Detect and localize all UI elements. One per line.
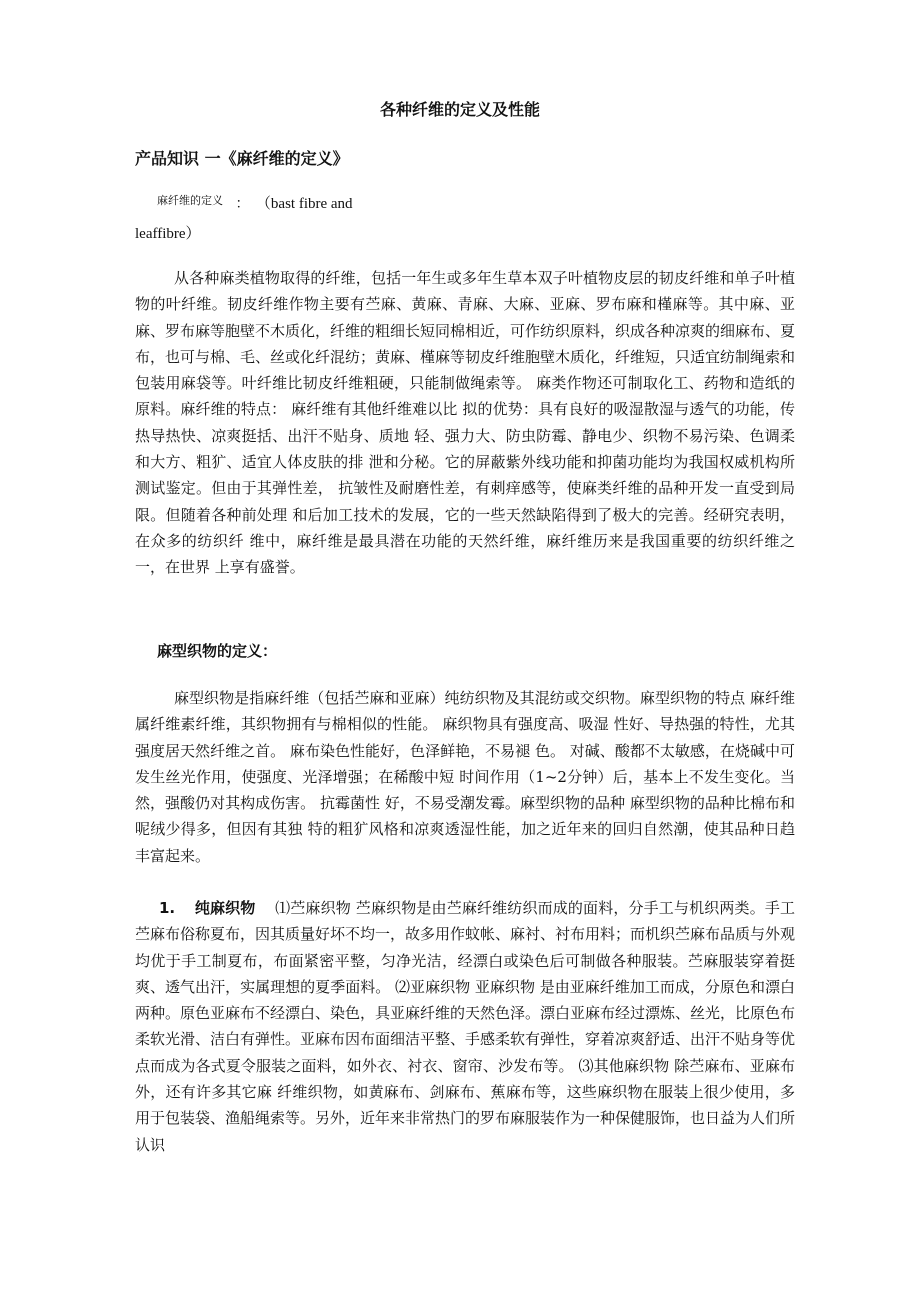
item-number: 1. — [159, 899, 176, 917]
definition-colon: ： — [235, 196, 250, 212]
definition-label: 麻纤维的定义 — [157, 194, 223, 207]
paragraph-hemp-fabric: 麻型织物是指麻纤维（包括苎麻和亚麻）纯纺织物及其混纺或交织物。麻型织物的特点 麻纤维属纤维素纤维，其织物拥有与棉相似的性能。 麻织物具有强度高、吸湿 性好、导热强的特性，尤其强度居天然纤维之首。 麻布染色性能好，色泽鲜艳，不易褪 色。 对碱、酸都不太敏感，在烧碱中可发生丝光作用，使强度、光泽增强；在稀酸中短 时间作用（1~2分钟）后，基本上不发生变化。当然，强酸仍对其构成伤害。 抗霉菌性 好，不易受潮发霉。麻型织物的品种 麻型织物的品种比棉布和呢绒少得多，但因有其独 特的粗犷风格和凉爽透湿性能，加之近年来的回归自然潮，使其品种日趋丰富起来。 — [135, 689, 795, 865]
paragraph-hemp-fiber: 从各种麻类植物取得的纤维，包括一年生或多年生草本双子叶植物皮层的韧皮纤维和单子叶植物的叶纤维。韧皮纤维作物主要有苎麻、黄麻、青麻、大麻、亚麻、罗布麻和槿麻等。其中麻、亚麻、罗布麻等胞壁不木质化，纤维的粗细长短同棉相近，可作纺织原料，织成各种凉爽的细麻布、夏布，也可与棉、毛、丝或化纤混纺；黄麻、槿麻等韧皮纤维胞壁木质化，纤维短，只适宜纺制绳索和包装用麻袋等。叶纤维比韧皮纤维粗硬，只能制做绳索等。 麻类作物还可制取化工、药物和造纸的原料。麻纤维的特点： 麻纤维有其他纤维难以比 拟的优势：具有良好的吸湿散湿与透气的功能，传热导热快、凉爽挺括、出汗不贴身、质地 轻、强力大、防虫防霉、静电少、织物不易污染、色调柔和大方、粗犷、适宜人体皮肤的排 泄和分秘。它的屏蔽紫外线功能和抑菌功能均为我国权威机构所测试鉴定。但由于其弹性差， 抗皱性及耐磨性差，有刺痒感等，使麻类纤维的品种开发一直受到局限。但随着各种前处理 和后加工技术的发展，它的一些天然缺陷得到了极大的完善。经研究表明，在众多的纺织纤 维中，麻纤维是最具潜在功能的天然纤维，麻纤维历来是我国重要的纺织纤维之一，在世界 上享有盛誉。 — [135, 269, 795, 577]
section-heading: 产品知识 一《麻纤维的定义》 — [135, 149, 349, 168]
item-text: ⑴苎麻织物 苎麻织物是由苎麻纤维纺织而成的面料，分手工与机织两类。手工苎麻布俗称夏布，因其质量好坏不均一，故多用作蚊帐、麻衬、衬布用料；而机织苎麻布品质与外观均优于手工制夏布，布面紧密平整，匀净光洁，经漂白或染色后可制做各种服装。苎麻服装穿着挺爽、透气出汗，实属理想的夏季面料。 ⑵亚麻织物 亚麻织物 是由亚麻纤维加工而成，分原色和漂白两种。原色亚麻布不经漂白、染色，具亚麻纤维的天然色泽。漂白亚麻布经过漂炼、丝光，比原色布柔软光滑、洁白有弹性。亚麻布因布面细洁平整、手感柔软有弹性，穿着凉爽舒适、出汗不贴身等优点而成为各式夏令服装之面料，如外衣、衬衣、窗帘、沙发布等。 ⑶其他麻织物 除苎麻布、亚麻布外，还有许多其它麻 纤维织物，如黄麻布、剑麻布、蕉麻布等，这些麻织物在服装上很少使用，多用于包装袋、渔船绳索等。另外，近年来非常热门的罗布麻服装作为一种保健服饰，也日益为人们所认识 — [135, 899, 795, 1154]
paragraph-pure-hemp — [135, 895, 795, 1165]
document-title: 各种纤维的定义及性能 — [379, 100, 540, 119]
definition-line — [157, 192, 353, 213]
definition-english-part2: leaffibre） — [135, 226, 201, 242]
subheading-hemp-fabric: 麻型织物的定义： — [157, 642, 278, 660]
item-label: 纯麻织物 — [194, 899, 256, 917]
definition-english-part1: （bast fibre and — [255, 196, 353, 212]
